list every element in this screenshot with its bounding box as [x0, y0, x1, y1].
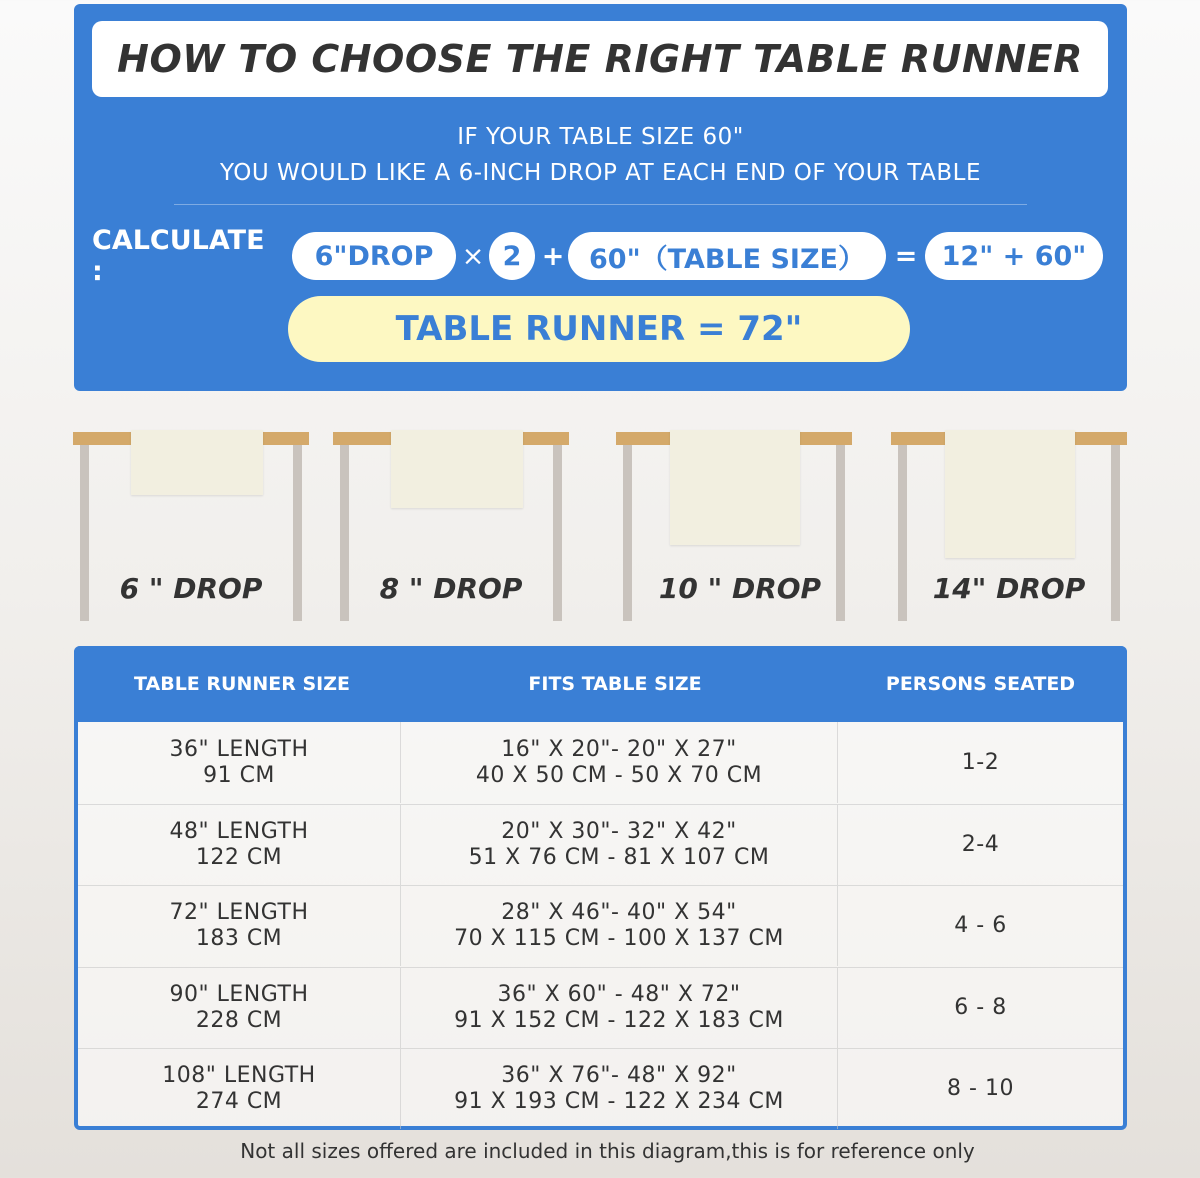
- size-cm: 91 CM: [203, 762, 275, 788]
- persons-cell: 1-2: [961, 749, 1000, 775]
- table-row: [78, 1048, 1123, 1129]
- fits-table-cell: [400, 805, 838, 885]
- header-runner-size: TABLE RUNNER SIZE: [134, 673, 350, 695]
- size-cm: 274 CM: [195, 1089, 283, 1114]
- fits-table-cell: [400, 722, 838, 803]
- equals-sign: =: [894, 240, 918, 272]
- table-row: [78, 804, 1123, 885]
- drop-label: 8 " DROP: [379, 572, 523, 605]
- table-row: [78, 967, 1123, 1048]
- runner-size-cell: [78, 805, 400, 885]
- fits-cm: 40 X 50 CM - 50 X 70 CM: [475, 762, 763, 788]
- table-runner: [391, 430, 523, 508]
- persons-cell: 8 - 10: [947, 1076, 1014, 1101]
- footnote: Not all sizes offered are included in this diagram,this is for reference only: [240, 1139, 975, 1163]
- table-size-pill: 60"（TABLE SIZE）: [568, 232, 886, 280]
- drop-label: 10 " DROP: [658, 572, 822, 605]
- times-sign: ×: [461, 240, 485, 272]
- size-cm: 122 CM: [195, 844, 283, 870]
- persons-cell: 6 - 8: [954, 994, 1007, 1020]
- sum-pill: 12" + 60": [925, 232, 1103, 280]
- fits-inches: 36" X 60" - 48" X 72": [497, 981, 741, 1007]
- fits-inches: 28" X 46"- 40" X 54": [501, 900, 737, 925]
- calculation-panel: [74, 4, 1127, 391]
- drop-label: 6 " DROP: [119, 572, 263, 605]
- table-runner: [131, 430, 263, 495]
- fits-inches: 36" X 76"- 48" X 92": [501, 1063, 737, 1088]
- intro-line-1: IF YOUR TABLE SIZE 60": [457, 124, 744, 150]
- plus-sign: +: [541, 240, 565, 272]
- drop-label: 14" DROP: [932, 572, 1086, 605]
- size-cm: 183 CM: [195, 926, 283, 951]
- runner-size-cell: [78, 722, 400, 803]
- fits-cm: 51 X 76 CM - 81 X 107 CM: [468, 844, 770, 870]
- table-row: [78, 722, 1123, 803]
- fits-inches: 16" X 20"- 20" X 27": [501, 736, 737, 762]
- size-inches: 36" LENGTH: [169, 736, 309, 762]
- fits-table-cell: [400, 968, 838, 1048]
- runner-size-cell: [78, 968, 400, 1048]
- table-header: [74, 646, 1127, 722]
- size-table: [74, 646, 1127, 1130]
- calculate-label: CALCULATE :: [92, 225, 265, 287]
- table-runner: [945, 430, 1075, 558]
- size-inches: 72" LENGTH: [169, 900, 309, 925]
- intro-line-2: YOU WOULD LIKE A 6-INCH DROP AT EACH END OF YOUR TABLE: [219, 160, 982, 186]
- divider: [174, 204, 1027, 205]
- table-runner: [670, 430, 800, 545]
- persons-cell: 2-4: [961, 831, 1000, 857]
- result-pill: TABLE RUNNER = 72": [288, 296, 910, 362]
- size-inches: 108" LENGTH: [162, 1063, 316, 1088]
- table-row: [78, 885, 1123, 966]
- fits-table-cell: [400, 886, 838, 966]
- fits-cm: 70 X 115 CM - 100 X 137 CM: [454, 926, 784, 951]
- header-fits-table: FITS TABLE SIZE: [528, 673, 702, 695]
- page-title: HOW TO CHOOSE THE RIGHT TABLE RUNNER: [92, 21, 1108, 97]
- runner-size-cell: [78, 1049, 400, 1129]
- drop-pill: 6"DROP: [292, 232, 456, 280]
- persons-cell: 4 - 6: [954, 913, 1007, 938]
- fits-inches: 20" X 30"- 32" X 42": [501, 818, 737, 844]
- fits-cm: 91 X 193 CM - 122 X 234 CM: [454, 1089, 784, 1114]
- runner-size-cell: [78, 886, 400, 966]
- size-inches: 48" LENGTH: [169, 818, 309, 844]
- multiplier-pill: 2: [489, 232, 535, 280]
- header-persons: PERSONS SEATED: [885, 673, 1076, 695]
- fits-cm: 91 X 152 CM - 122 X 183 CM: [454, 1007, 784, 1033]
- fits-table-cell: [400, 1049, 838, 1129]
- size-inches: 90" LENGTH: [169, 981, 309, 1007]
- size-cm: 228 CM: [195, 1007, 283, 1033]
